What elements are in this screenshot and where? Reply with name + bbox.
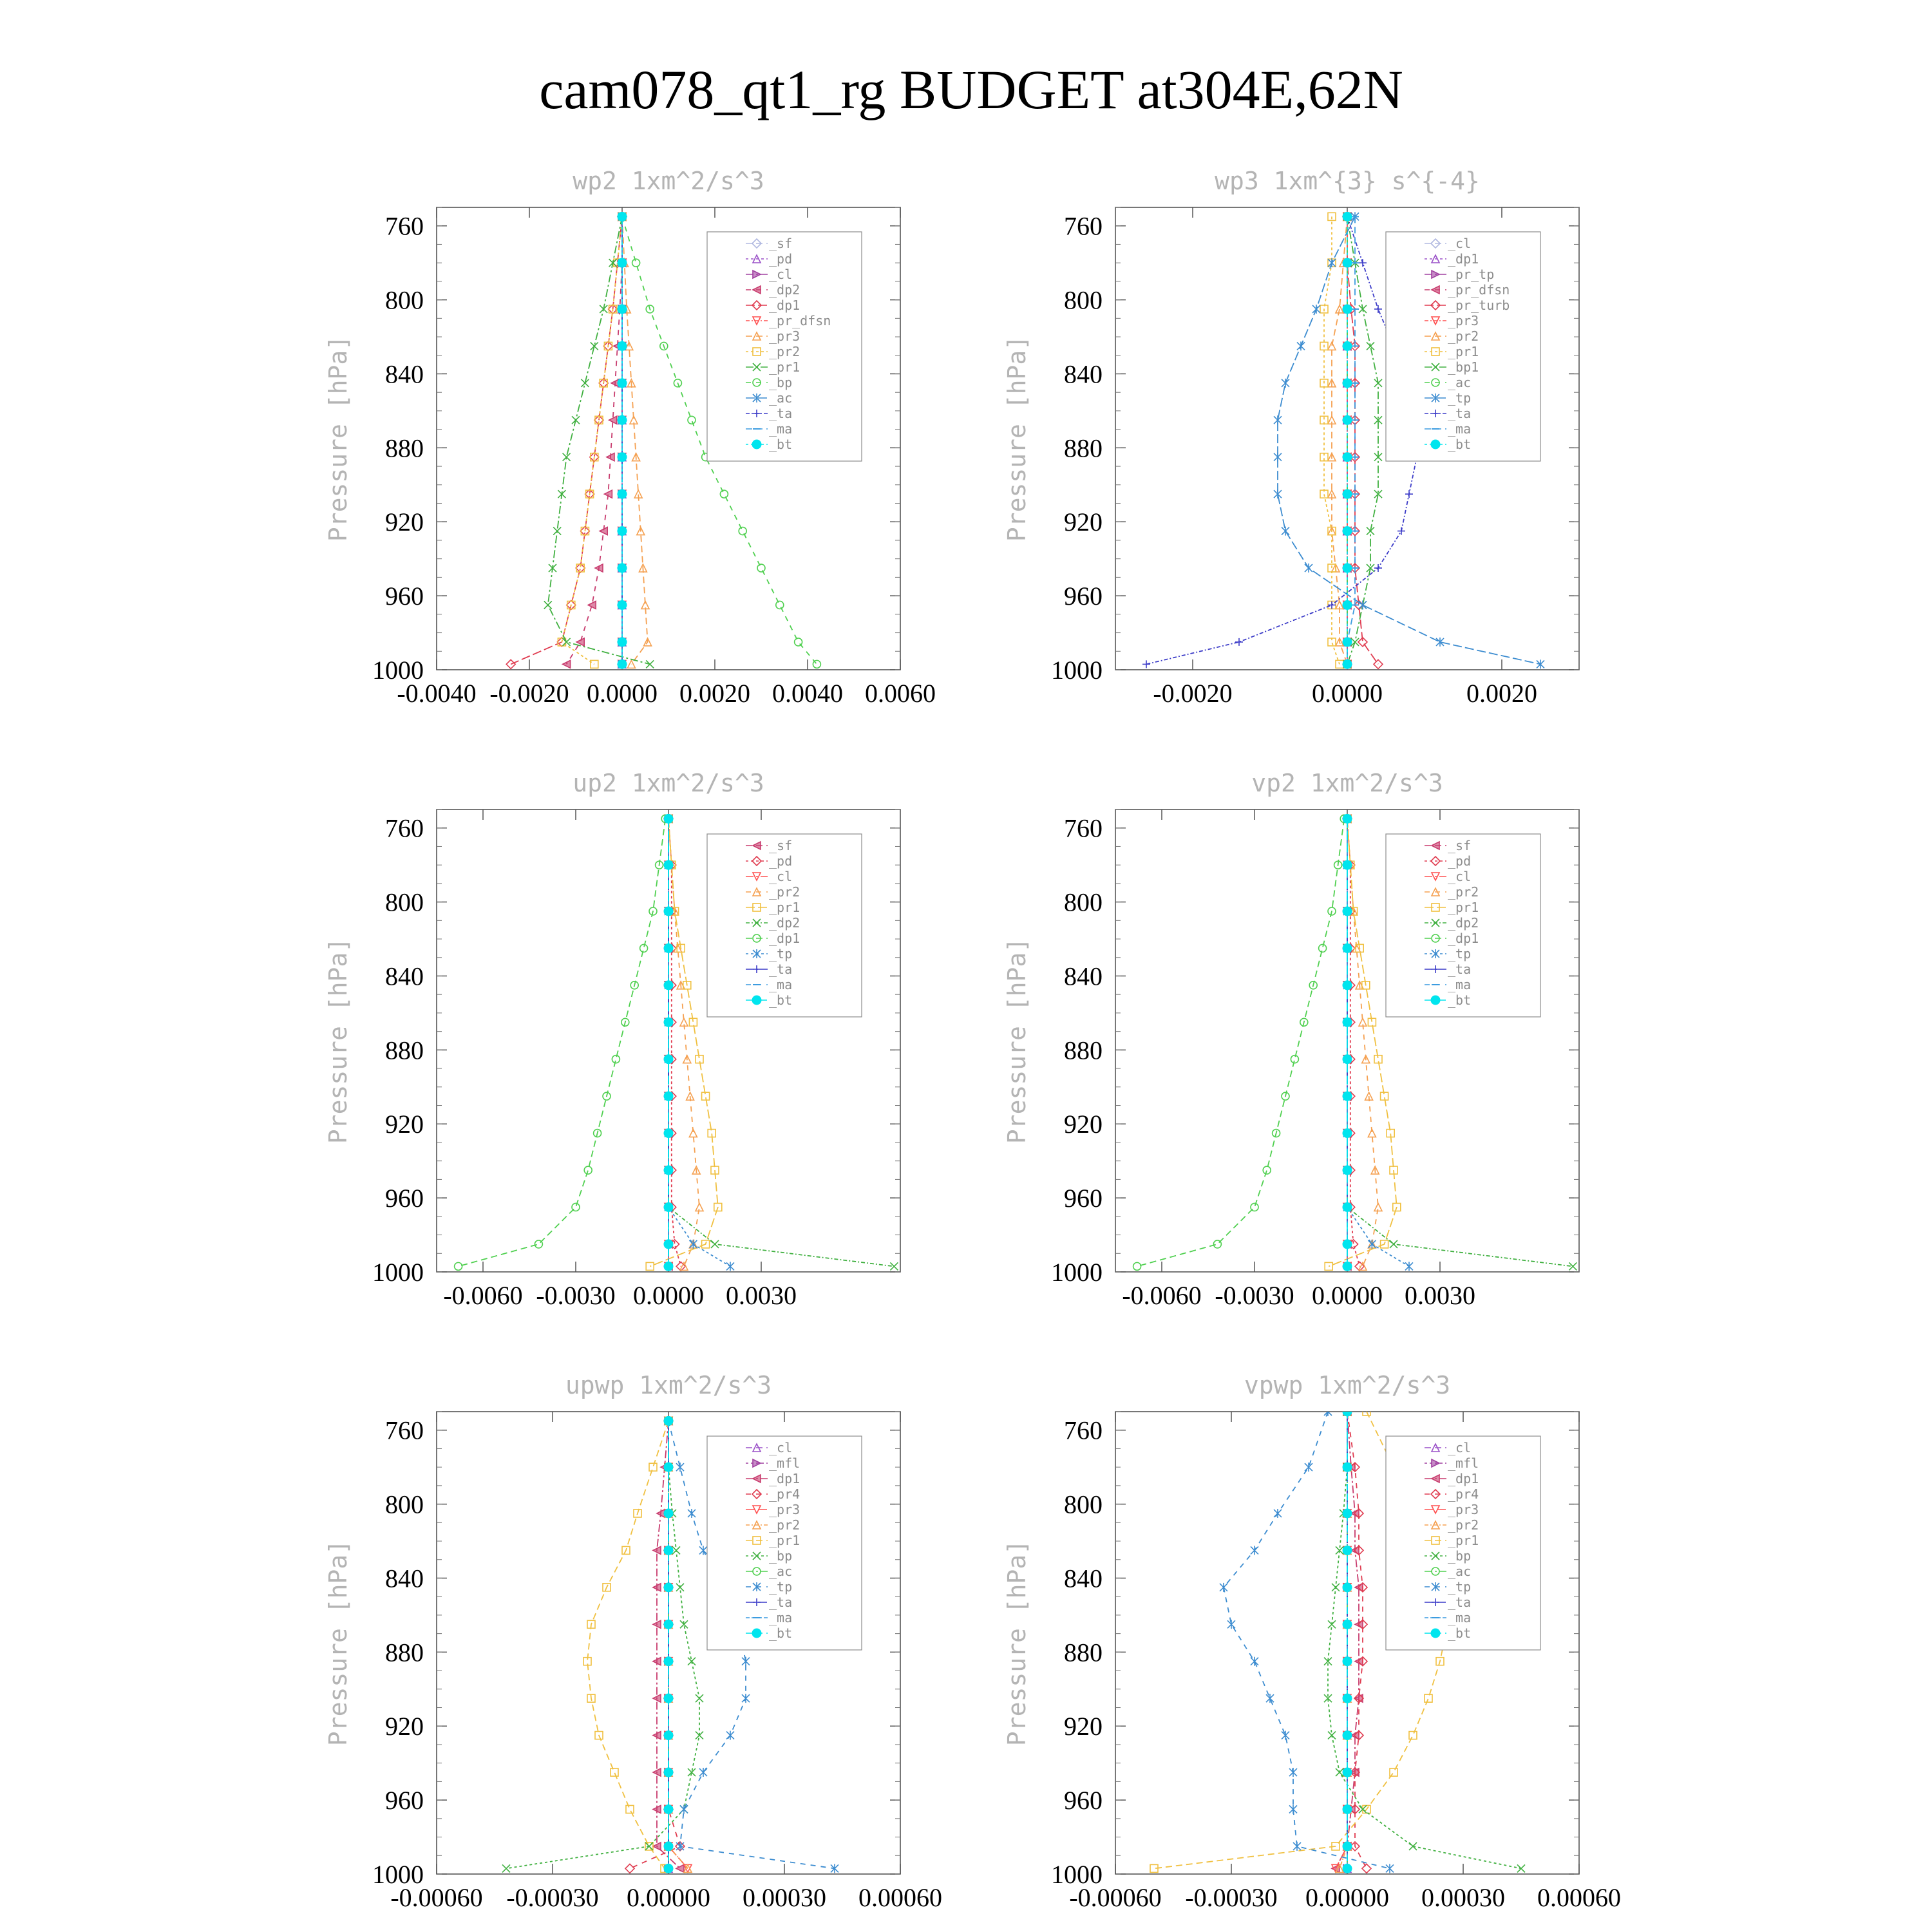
data-point [664, 981, 673, 990]
legend-label: _dp1 [769, 931, 800, 946]
legend-label: _ta [769, 406, 793, 421]
x-tick-label: -0.00060 [390, 1883, 483, 1912]
y-tick-label: 840 [1064, 961, 1103, 991]
x-tick-label: -0.0060 [443, 1281, 523, 1310]
legend-label: _dp2 [1448, 915, 1479, 931]
data-point [1343, 1092, 1352, 1101]
legend-label: _tp [769, 946, 793, 961]
y-tick-label: 920 [1064, 1712, 1103, 1741]
y-axis-label: Pressure [hPa] [324, 1539, 352, 1747]
y-tick-label: 800 [1064, 1490, 1103, 1519]
data-point [1343, 600, 1352, 609]
y-tick-label: 1000 [372, 656, 424, 685]
y-tick-label: 840 [385, 961, 424, 991]
x-tick-label: 0.0040 [772, 679, 843, 708]
legend-label: _pd [1448, 853, 1472, 869]
y-tick-label: 1000 [1051, 1258, 1103, 1287]
legend-marker [752, 996, 761, 1005]
y-tick-label: 1000 [372, 1860, 424, 1889]
y-tick-label: 800 [1064, 285, 1103, 315]
data-point [664, 1092, 673, 1101]
x-tick-label: 0.0000 [1312, 1281, 1383, 1310]
legend-label: _bt [769, 437, 793, 452]
x-tick-label: 0.0030 [1405, 1281, 1475, 1310]
y-tick-label: 800 [1064, 887, 1103, 917]
y-tick-label: 1000 [372, 1258, 424, 1287]
data-point [1343, 1804, 1352, 1814]
x-tick-label: 0.0000 [633, 1281, 704, 1310]
panel-title: wp3 1xm^{3} s^{-4} [1215, 167, 1480, 195]
legend-label: _ma [1448, 1610, 1472, 1625]
y-tick-label: 920 [385, 1712, 424, 1741]
y-tick-label: 760 [1064, 1416, 1103, 1445]
legend-label: _bp [769, 375, 793, 390]
data-point [664, 1416, 673, 1425]
y-tick-label: 840 [385, 359, 424, 389]
data-point [1343, 1842, 1352, 1851]
data-point [1343, 1262, 1352, 1271]
data-point [618, 379, 627, 388]
data-point [1343, 489, 1352, 498]
y-axis-label: Pressure [hPa] [1003, 1539, 1031, 1747]
y-tick-label: 920 [1064, 1110, 1103, 1139]
data-point [1343, 1202, 1352, 1211]
x-tick-label: -0.0060 [1122, 1281, 1202, 1310]
y-tick-label: 1000 [1051, 1860, 1103, 1889]
x-tick-label: 0.00000 [1305, 1883, 1389, 1912]
y-tick-label: 760 [385, 813, 424, 843]
legend-label: _tp [769, 1579, 793, 1595]
data-point [618, 305, 627, 314]
data-point [664, 1694, 673, 1703]
legend-label: _cl [1448, 869, 1472, 884]
data-point [1343, 907, 1352, 916]
y-tick-label: 800 [385, 1490, 424, 1519]
data-point [1343, 305, 1352, 314]
legend-label: _bt [769, 1625, 793, 1641]
y-axis-label: Pressure [hPa] [1003, 937, 1031, 1144]
x-tick-label: -0.0020 [1153, 679, 1233, 708]
data-point [1343, 1694, 1352, 1703]
legend-label: _pr1 [769, 1533, 800, 1548]
x-tick-label: 0.0020 [1466, 679, 1537, 708]
y-tick-label: 840 [1064, 359, 1103, 389]
legend-label: _tp [1448, 946, 1472, 961]
legend-marker [752, 1629, 761, 1638]
data-point [1343, 527, 1352, 536]
y-tick-label: 960 [385, 1184, 424, 1213]
legend-label: _ac [1448, 375, 1472, 390]
legend-label: _pd [769, 853, 793, 869]
legend-marker [752, 440, 761, 449]
data-point [1343, 981, 1352, 990]
legend-label: _dp1 [769, 298, 800, 313]
legend-label: _dp1 [1448, 1471, 1479, 1486]
legend-label: _cl [1448, 236, 1472, 251]
panel-title: upwp 1xm^2/s^3 [565, 1371, 772, 1399]
x-tick-label: 0.00000 [627, 1883, 710, 1912]
data-point [1343, 1240, 1352, 1249]
data-point [664, 1129, 673, 1138]
x-tick-label: -0.0030 [1215, 1281, 1294, 1310]
legend-marker [1431, 440, 1440, 449]
x-tick-label: 0.00060 [1537, 1883, 1621, 1912]
data-point [1343, 341, 1352, 350]
data-point [664, 907, 673, 916]
legend [1386, 1436, 1540, 1650]
x-tick-label: 0.00030 [1421, 1883, 1505, 1912]
panel-title: vp2 1xm^2/s^3 [1251, 769, 1443, 797]
legend-label: _pr3 [1448, 313, 1479, 328]
y-tick-label: 960 [1064, 1786, 1103, 1815]
legend-label: _bt [769, 992, 793, 1008]
legend-label: _bt [1448, 437, 1472, 452]
y-tick-label: 760 [1064, 211, 1103, 241]
y-tick-label: 760 [1064, 813, 1103, 843]
y-tick-label: 880 [1064, 433, 1103, 463]
legend-label: _ta [1448, 961, 1472, 977]
data-point [664, 943, 673, 952]
data-point [618, 415, 627, 424]
data-point [664, 1842, 673, 1851]
y-axis-label: Pressure [hPa] [324, 335, 352, 542]
y-tick-label: 960 [385, 582, 424, 611]
panel-title: vpwp 1xm^2/s^3 [1244, 1371, 1451, 1399]
data-point [618, 659, 627, 668]
data-point [1343, 1620, 1352, 1629]
y-tick-label: 880 [385, 1638, 424, 1667]
legend-label: _pr3 [769, 328, 800, 344]
y-axis-label: Pressure [hPa] [1003, 335, 1031, 542]
legend-label: _sf [769, 838, 793, 853]
data-point [1343, 1509, 1352, 1518]
data-point [1343, 1768, 1352, 1777]
data-point [1343, 1583, 1352, 1592]
data-point [618, 453, 627, 462]
legend-label: _pr_dfsn [1448, 282, 1510, 298]
legend-label: _ta [769, 1595, 793, 1610]
legend-label: _bt [1448, 1625, 1472, 1641]
data-point [1343, 415, 1352, 424]
legend-label: _tp [1448, 1579, 1472, 1595]
legend-label: _pr2 [1448, 1517, 1479, 1533]
data-point [664, 1768, 673, 1777]
data-point [664, 1546, 673, 1555]
data-point [664, 1657, 673, 1666]
y-axis-label: Pressure [hPa] [324, 937, 352, 1144]
legend-label: _pr1 [1448, 900, 1479, 915]
legend-label: _pr4 [1448, 1486, 1479, 1502]
data-point [664, 1018, 673, 1027]
legend-label: _sf [769, 236, 793, 251]
data-point [1343, 453, 1352, 462]
data-point [1343, 814, 1352, 823]
data-point [664, 1731, 673, 1740]
legend [707, 834, 862, 1017]
legend-label: _ac [769, 390, 793, 406]
data-point [664, 1583, 673, 1592]
y-tick-label: 800 [385, 887, 424, 917]
data-point [664, 1262, 673, 1271]
legend-label: _bp [769, 1548, 793, 1564]
legend-label: _pr3 [769, 1502, 800, 1517]
legend-label: _ac [1448, 1564, 1472, 1579]
y-tick-label: 880 [1064, 1638, 1103, 1667]
legend-label: _mfl [769, 1455, 800, 1471]
data-point [1343, 564, 1352, 573]
data-point [664, 1509, 673, 1518]
data-point [1343, 659, 1352, 668]
data-point [618, 600, 627, 609]
data-point [618, 564, 627, 573]
legend-label: _mfl [1448, 1455, 1479, 1471]
legend-label: _pr1 [1448, 344, 1479, 359]
x-tick-label: -0.00030 [1185, 1883, 1278, 1912]
data-point [1343, 1657, 1352, 1666]
data-point [1343, 638, 1352, 647]
legend-label: _ma [1448, 421, 1472, 437]
legend-label: _pr4 [769, 1486, 800, 1502]
y-tick-label: 960 [385, 1786, 424, 1815]
data-point [1343, 258, 1352, 267]
legend-label: _bp [1448, 1548, 1472, 1564]
legend-label: _pr_tp [1448, 267, 1495, 282]
y-tick-label: 800 [385, 285, 424, 315]
legend [707, 1436, 862, 1650]
data-point [618, 489, 627, 498]
data-point [1343, 860, 1352, 869]
legend-label: _pd [769, 251, 793, 267]
data-point [1343, 1731, 1352, 1740]
legend [1386, 834, 1540, 1017]
data-point [664, 1240, 673, 1249]
legend-label: _sf [1448, 838, 1472, 853]
y-tick-label: 760 [385, 1416, 424, 1445]
data-point [664, 1804, 673, 1814]
x-tick-label: -0.0020 [489, 679, 569, 708]
legend-label: _cl [769, 1440, 793, 1455]
data-point [1343, 379, 1352, 388]
legend-label: _ac [769, 1564, 793, 1579]
y-tick-label: 1000 [1051, 656, 1103, 685]
y-tick-label: 760 [385, 211, 424, 241]
legend-label: _pr2 [1448, 884, 1479, 900]
data-point [664, 1463, 673, 1472]
legend-label: _tp [1448, 390, 1472, 406]
data-point [1343, 1864, 1352, 1873]
x-tick-label: 0.0020 [679, 679, 750, 708]
legend-label: _dp2 [769, 915, 800, 931]
data-point [1343, 943, 1352, 952]
data-point [664, 814, 673, 823]
legend-label: _cl [769, 267, 793, 282]
legend-label: _dp1 [769, 1471, 800, 1486]
legend-marker [1431, 1629, 1440, 1638]
data-point [664, 1055, 673, 1064]
x-tick-label: 0.0000 [587, 679, 658, 708]
legend [1386, 232, 1540, 461]
legend-label: _ta [769, 961, 793, 977]
data-point [1343, 212, 1352, 221]
y-tick-label: 920 [385, 507, 424, 537]
y-tick-label: 920 [385, 1110, 424, 1139]
legend-label: _ma [1448, 977, 1472, 992]
legend-label: _dp2 [769, 282, 800, 298]
data-point [1343, 1546, 1352, 1555]
data-point [664, 1202, 673, 1211]
y-tick-label: 920 [1064, 507, 1103, 537]
x-tick-label: 0.0030 [726, 1281, 797, 1310]
y-tick-label: 840 [1064, 1564, 1103, 1593]
x-tick-label: -0.0030 [536, 1281, 616, 1310]
data-point [664, 1620, 673, 1629]
legend-label: _ta [1448, 1595, 1472, 1610]
legend-label: _pr_dfsn [769, 313, 831, 328]
legend-label: _ma [769, 421, 793, 437]
data-point [664, 860, 673, 869]
data-point [664, 1864, 673, 1873]
panel-title: up2 1xm^2/s^3 [573, 769, 764, 797]
x-tick-label: 0.00060 [858, 1883, 942, 1912]
legend-label: _ma [769, 1610, 793, 1625]
data-point [618, 258, 627, 267]
legend-label: _bp1 [1448, 359, 1479, 375]
legend-label: _dp1 [1448, 931, 1479, 946]
data-point [1343, 1055, 1352, 1064]
legend-label: _pr1 [769, 900, 800, 915]
x-tick-label: -0.00030 [506, 1883, 599, 1912]
x-tick-label: 0.0000 [1312, 679, 1383, 708]
data-point [1343, 1129, 1352, 1138]
x-tick-label: 0.0060 [865, 679, 936, 708]
legend-label: _pr2 [769, 1517, 800, 1533]
legend-label: _dp1 [1448, 251, 1479, 267]
data-point [1343, 1018, 1352, 1027]
legend-label: _pr3 [1448, 1502, 1479, 1517]
x-tick-label: -0.00060 [1069, 1883, 1162, 1912]
x-tick-label: -0.0040 [397, 679, 477, 708]
legend-label: _pr1 [769, 359, 800, 375]
data-point [618, 638, 627, 647]
data-point [618, 527, 627, 536]
figure-title: cam078_qt1_rg BUDGET at304E,62N [539, 59, 1403, 120]
legend-marker [1431, 996, 1440, 1005]
legend-label: _ma [769, 977, 793, 992]
data-point [618, 341, 627, 350]
legend-label: _pr2 [1448, 328, 1479, 344]
data-point [664, 1166, 673, 1175]
y-tick-label: 840 [385, 1564, 424, 1593]
y-tick-label: 960 [1064, 1184, 1103, 1213]
legend-label: _pr_turb [1448, 298, 1510, 313]
y-tick-label: 960 [1064, 582, 1103, 611]
x-tick-label: 0.00030 [743, 1883, 826, 1912]
legend [707, 232, 862, 461]
y-tick-label: 880 [385, 433, 424, 463]
legend-label: _pr2 [769, 344, 800, 359]
legend-label: _ta [1448, 406, 1472, 421]
legend-label: _cl [1448, 1440, 1472, 1455]
legend-label: _cl [769, 869, 793, 884]
panel-title: wp2 1xm^2/s^3 [573, 167, 764, 195]
legend-label: _pr2 [769, 884, 800, 900]
data-point [1343, 1463, 1352, 1472]
legend-label: _pr1 [1448, 1533, 1479, 1548]
y-tick-label: 880 [1064, 1036, 1103, 1065]
legend-label: _bt [1448, 992, 1472, 1008]
y-tick-label: 880 [385, 1036, 424, 1065]
data-point [1343, 1166, 1352, 1175]
data-point [618, 212, 627, 221]
